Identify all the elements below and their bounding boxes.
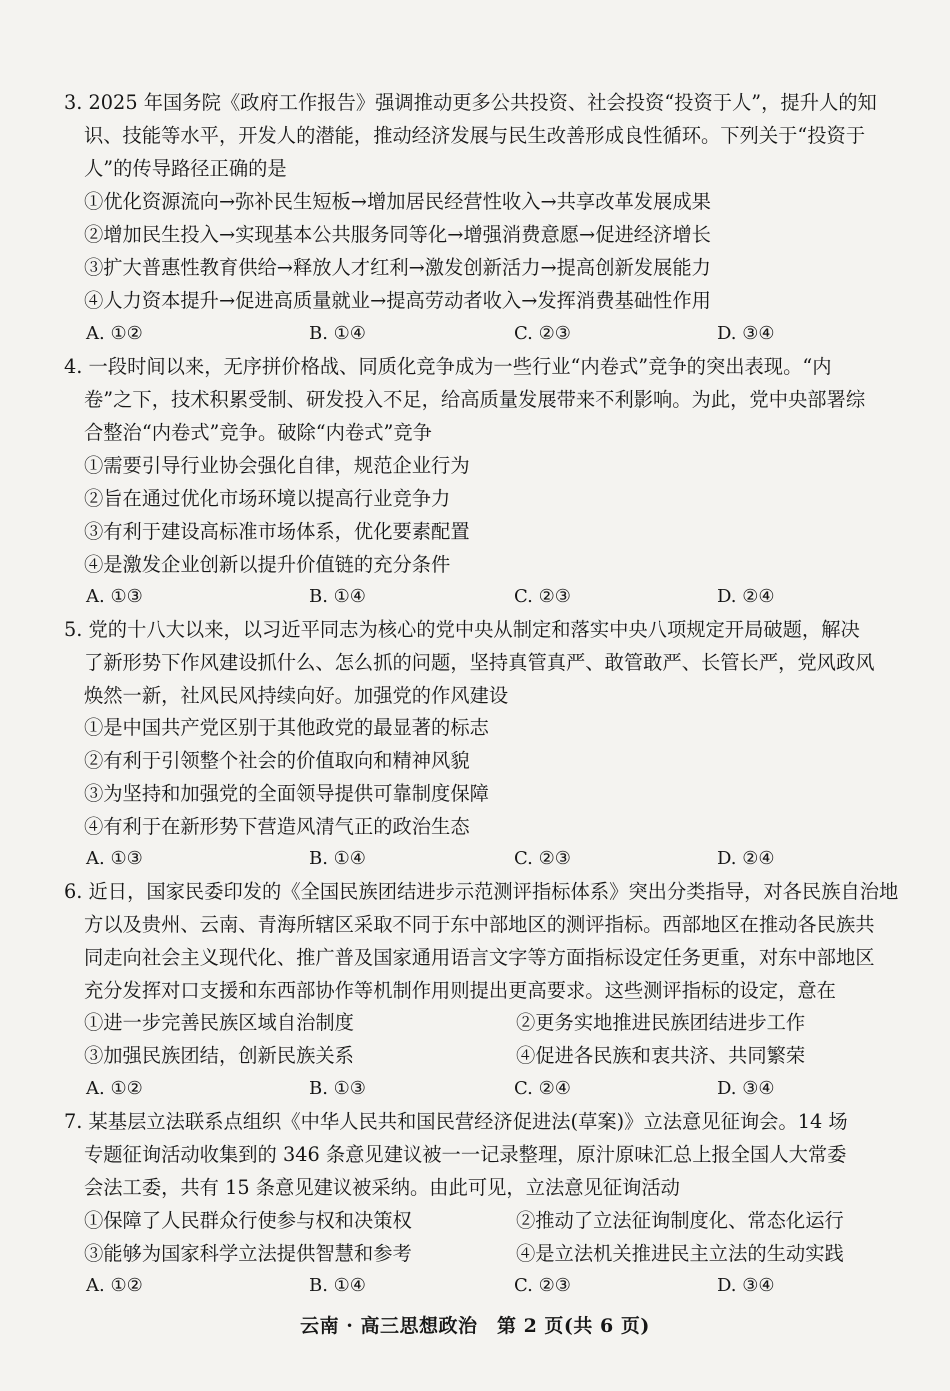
question-7-option-1: ①保障了人民群众行使参与权和决策权 [84,1209,412,1232]
question-6-answer-b: B. ①③ [309,1078,366,1099]
question-6-answer-d: D. ③④ [717,1078,775,1099]
question-3-stem-line-2: 识、技能等水平，开发人的潜能，推动经济发展与民生改善形成良性循环。下列关于“投资于 [84,124,866,147]
question-4-stem-line-1: 4. 一段时间以来，无序拼价格战、同质化竞争成为一些行业“内卷式”竞争的突出表现。“内 [64,355,832,378]
question-3-answer-d: D. ③④ [717,323,775,344]
question-3-option-4: ④人力资本提升→促进高质量就业→提高劳动者收入→发挥消费基础性作用 [84,289,711,312]
question-4-option-1: ①需要引导行业协会强化自律，规范企业行为 [84,454,470,477]
question-6-answer-c: C. ②④ [514,1078,571,1099]
question-7-stem-line-1: 7. 某基层立法联系点组织《中华人民共和国民营经济促进法(草案)》立法意见征询会。14 场 [64,1110,848,1133]
question-4-option-2: ②旨在通过优化市场环境以提高行业竞争力 [84,487,451,510]
question-4-answer-a: A. ①③ [86,586,143,607]
question-3-option-3: ③扩大普惠性教育供给→释放人才红利→激发创新活力→提高创新发展能力 [84,256,711,279]
question-7-option-3: ③能够为国家科学立法提供智慧和参考 [84,1242,412,1265]
question-6-stem-line-2: 方以及贵州、云南、青海所辖区采取不同于东中部地区的测评指标。西部地区在推动各民族共 [84,913,875,936]
question-3-stem-line-3: 人”的传导路径正确的是 [84,157,287,180]
question-7-answer-a: A. ①② [86,1275,143,1296]
question-3-answer-a: A. ①② [86,323,143,344]
question-6-stem-line-4: 充分发挥对口支援和东西部协作等机制作用则提出更高要求。这些测评指标的设定，意在 [84,979,836,1002]
question-3-option-2: ②增加民生投入→实现基本公共服务同等化→增强消费意愿→促进经济增长 [84,223,711,246]
question-4-option-3: ③有利于建设高标准市场体系，优化要素配置 [84,520,470,543]
question-5-option-4: ④有利于在新形势下营造风清气正的政治生态 [84,815,470,838]
question-5-stem-line-1: 5. 党的十八大以来，以习近平同志为核心的党中央从制定和落实中央八项规定开局破题，解决 [64,618,860,641]
question-3-answer-c: C. ②③ [514,323,571,344]
question-4-answer-c: C. ②③ [514,586,571,607]
question-7-option-2: ②推动了立法征询制度化、常态化运行 [516,1209,844,1232]
question-3-stem-line-1: 3. 2025 年国务院《政府工作报告》强调推动更多公共投资、社会投资“投资于人”，提升人的知 [64,91,877,114]
question-5-stem-line-2: 了新形势下作风建设抓什么、怎么抓的问题，坚持真管真严、敢管敢严、长管长严，党风政风 [84,651,875,674]
question-6-option-1: ①进一步完善民族区域自治制度 [84,1011,354,1034]
question-7-answer-c: C. ②③ [514,1275,571,1296]
question-4-stem-line-3: 合整治“内卷式”竞争。破除“内卷式”竞争 [84,421,432,444]
question-5-option-2: ②有利于引领整个社会的价值取向和精神风貌 [84,749,470,772]
question-4-answer-d: D. ②④ [717,586,775,607]
question-5-answer-d: D. ②④ [717,848,775,869]
question-6-option-4: ④促进各民族和衷共济、共同繁荣 [516,1044,806,1067]
page-footer: 云南 · 高三思想政治 第 2 页(共 6 页) [300,1315,650,1337]
question-7-answer-d: D. ③④ [717,1275,775,1296]
question-7-stem-line-3: 会法工委，共有 15 条意见建议被采纳。由此可见，立法意见征询活动 [84,1176,680,1199]
question-3-option-1: ①优化资源流向→弥补民生短板→增加居民经营性收入→共享改革发展成果 [84,190,711,213]
question-5-stem-line-3: 焕然一新，社风民风持续向好。加强党的作风建设 [84,684,509,707]
question-6-option-2: ②更务实地推进民族团结进步工作 [516,1011,806,1034]
question-3-answer-b: B. ①④ [309,323,366,344]
question-7-answer-b: B. ①④ [309,1275,366,1296]
question-6-answer-a: A. ①② [86,1078,143,1099]
question-4-stem-line-2: 卷”之下，技术积累受制、研发投入不足，给高质量发展带来不利影响。为此，党中央部署综 [84,388,866,411]
question-7-option-4: ④是立法机关推进民主立法的生动实践 [516,1242,844,1265]
question-5-answer-a: A. ①③ [86,848,143,869]
question-5-answer-c: C. ②③ [514,848,571,869]
question-5-option-3: ③为坚持和加强党的全面领导提供可靠制度保障 [84,782,489,805]
question-6-stem-line-3: 同走向社会主义现代化、推广普及国家通用语言文字等方面指标设定任务更重，对东中部地区 [84,946,875,969]
question-4-answer-b: B. ①④ [309,586,366,607]
question-6-stem-line-1: 6. 近日，国家民委印发的《全国民族团结进步示范测评指标体系》突出分类指导，对各民族自治地 [64,880,899,903]
question-6-option-3: ③加强民族团结，创新民族关系 [84,1044,354,1067]
question-7-stem-line-2: 专题征询活动收集到的 346 条意见建议被一一记录整理，原汁原味汇总上报全国人大常委 [84,1143,847,1166]
question-5-option-1: ①是中国共产党区别于其他政党的最显著的标志 [84,716,489,739]
question-5-answer-b: B. ①④ [309,848,366,869]
question-4-option-4: ④是激发企业创新以提升价值链的充分条件 [84,553,451,576]
